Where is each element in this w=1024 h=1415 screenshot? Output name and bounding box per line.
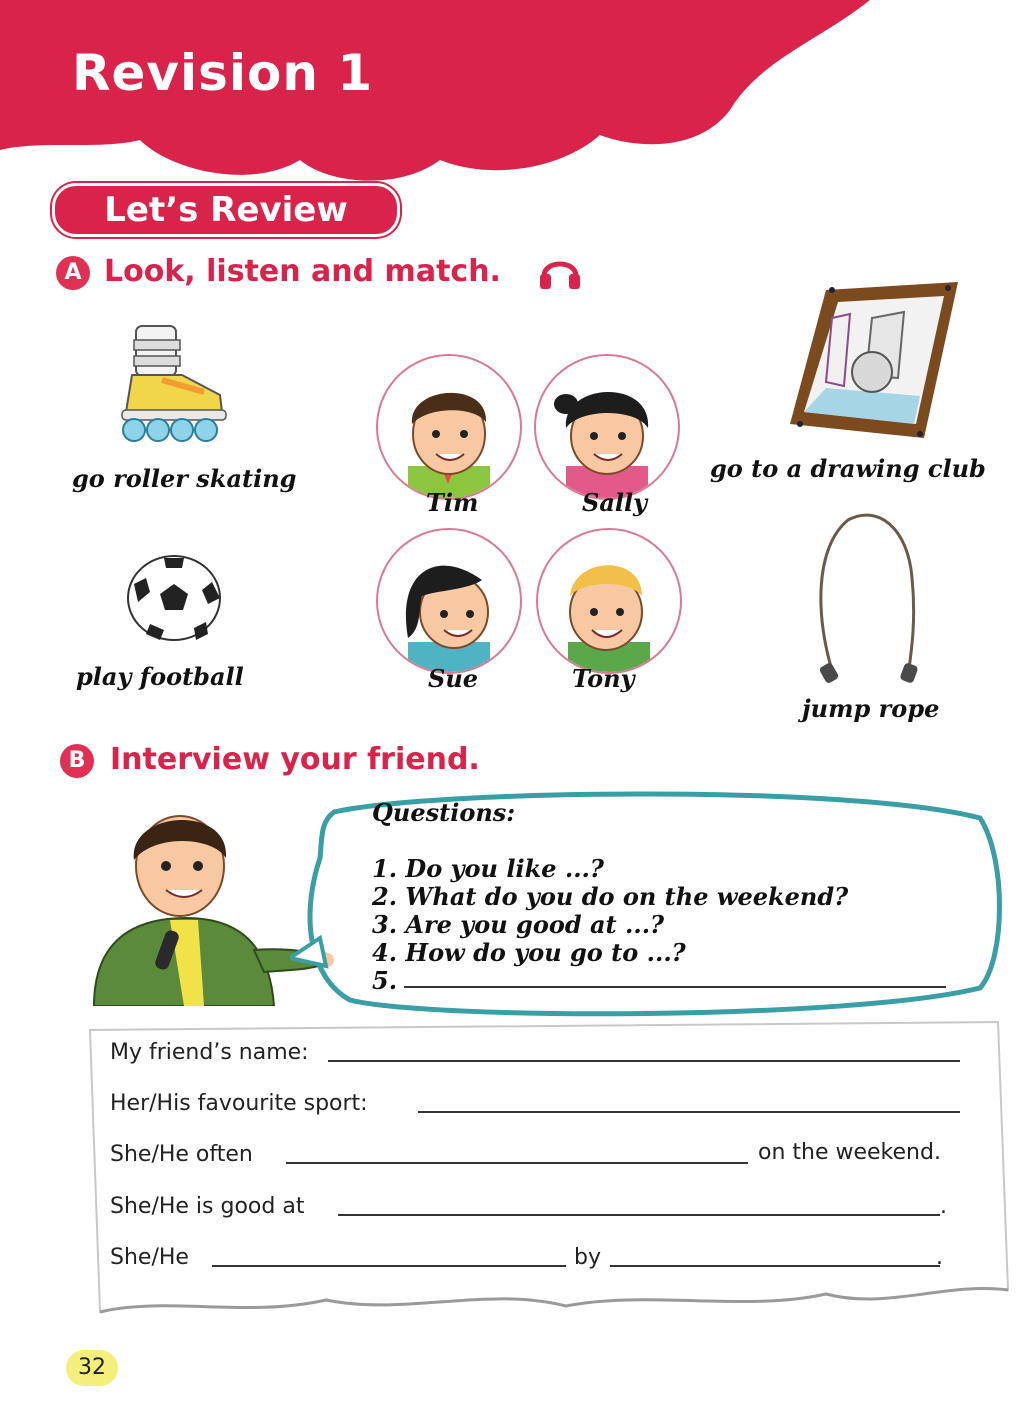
activity-play-football: play football <box>76 662 244 691</box>
lets-review-label: Let’s Review <box>104 190 348 230</box>
child-name-sue: Sue <box>428 664 479 693</box>
child-name-tony: Tony <box>572 664 635 693</box>
form-by-label: by <box>574 1245 601 1270</box>
often-blank[interactable] <box>286 1162 748 1164</box>
section-b-badge: B <box>60 744 94 778</box>
form-weekend-label: on the weekend. <box>758 1140 941 1165</box>
child-name-tim: Tim <box>426 488 479 517</box>
form-favourite-sport-label: Her/His favourite sport: <box>110 1091 368 1116</box>
activity-roller-skating: go roller skating <box>72 464 297 493</box>
friend-name-blank[interactable] <box>328 1060 960 1062</box>
answer-sheet-paper <box>86 1020 1016 1330</box>
question-2: 2. What do you do on the weekend? <box>372 882 849 911</box>
form-good-at-label: She/He is good at <box>110 1194 305 1219</box>
football-image <box>124 554 226 644</box>
page-number: 32 <box>66 1350 118 1386</box>
form-she-he-label: She/He <box>110 1245 189 1270</box>
form-period-1: . <box>940 1194 947 1219</box>
portrait-tony <box>536 528 682 674</box>
questions-title: Questions: <box>372 798 516 827</box>
headphones-icon[interactable] <box>538 250 582 290</box>
section-a-badge: A <box>56 256 90 290</box>
section-b-instruction: Interview your friend. <box>110 742 480 777</box>
good-at-blank[interactable] <box>338 1214 940 1216</box>
form-friend-name-label: My friend’s name: <box>110 1040 309 1065</box>
child-name-sally: Sally <box>582 488 648 517</box>
section-a-instruction: Look, listen and match. <box>104 254 501 289</box>
drawing-frame-image <box>786 278 962 444</box>
page-title: Revision 1 <box>72 44 374 102</box>
question-5: 5. <box>372 966 398 995</box>
form-often-label: She/He often <box>110 1142 253 1167</box>
jump-rope-image <box>808 508 934 686</box>
question-3: 3. Are you good at ...? <box>372 910 665 939</box>
question-1: 1. Do you like ...? <box>372 854 604 883</box>
transport-destination-blank[interactable] <box>212 1265 566 1267</box>
form-period-2: . <box>936 1245 943 1270</box>
transport-mode-blank[interactable] <box>610 1265 940 1267</box>
portrait-tim <box>376 354 522 500</box>
roller-skate-image <box>112 320 238 445</box>
question-4: 4. How do you go to ...? <box>372 938 686 967</box>
lets-review-pill <box>52 183 400 237</box>
question-5-blank[interactable] <box>404 986 946 988</box>
portrait-sue <box>376 528 522 674</box>
favourite-sport-blank[interactable] <box>418 1111 960 1113</box>
activity-drawing-club: go to a drawing club <box>710 454 986 483</box>
activity-jump-rope: jump rope <box>802 694 940 723</box>
portrait-sally <box>534 354 680 500</box>
